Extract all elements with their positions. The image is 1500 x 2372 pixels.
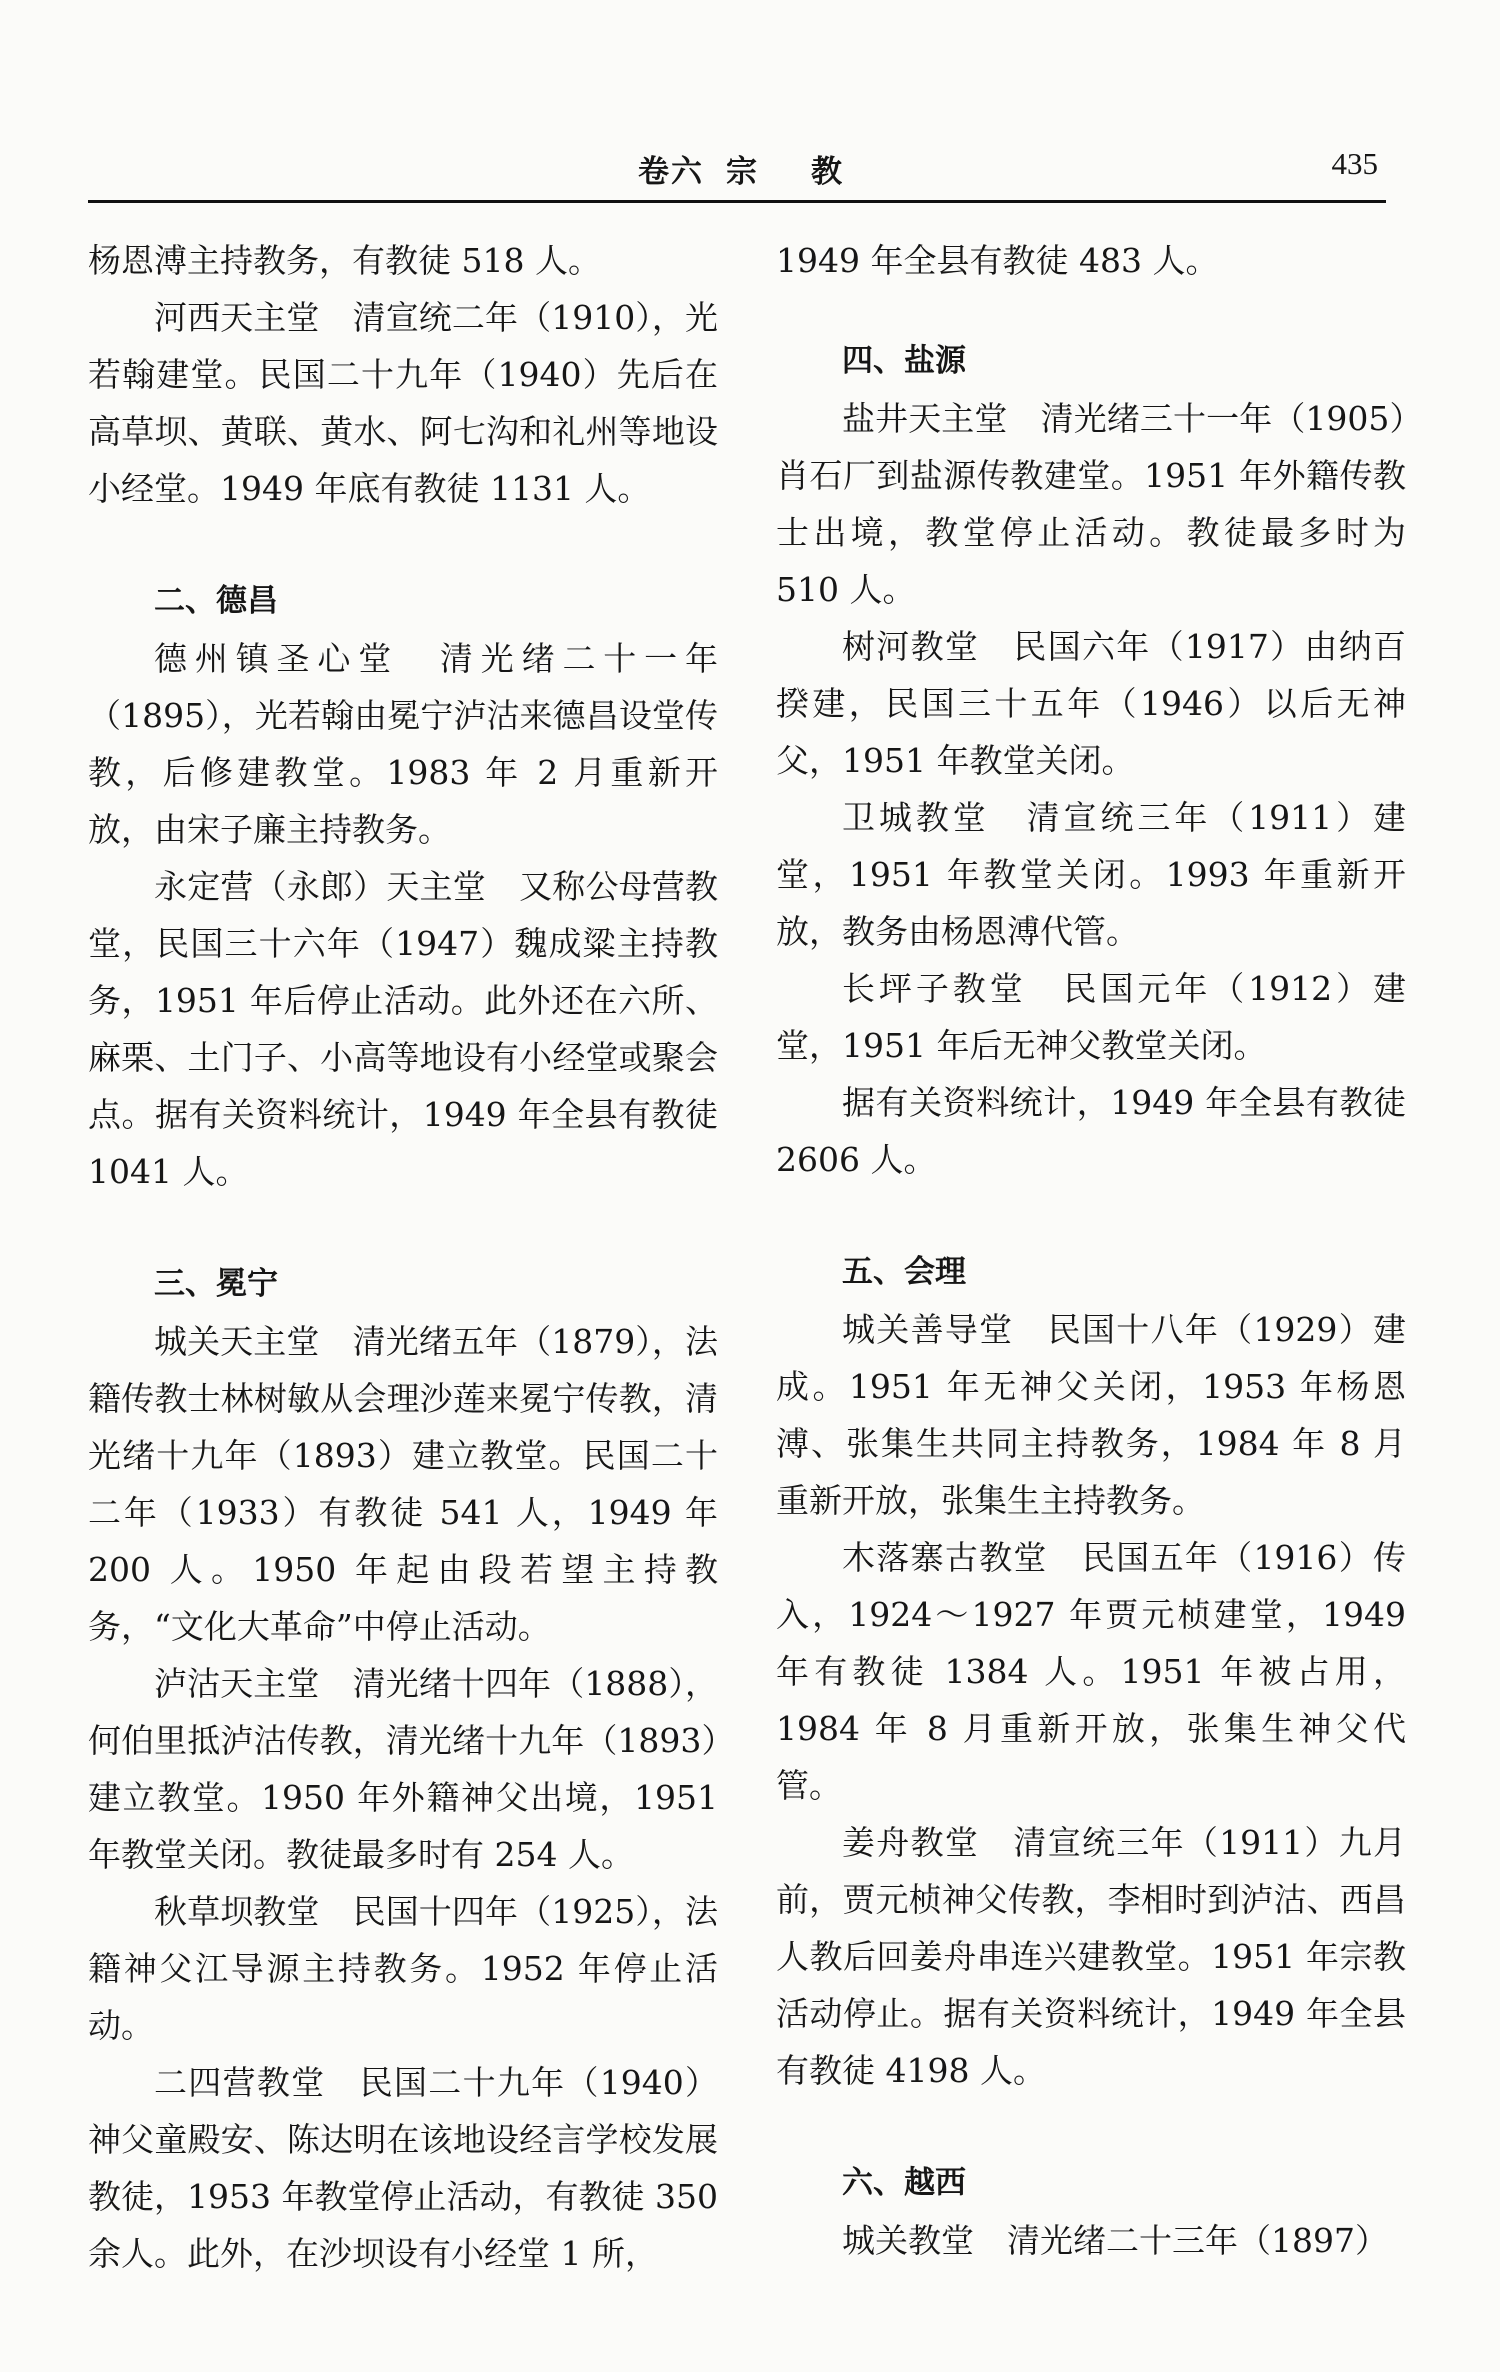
chapter-word-2: 教 bbox=[811, 154, 844, 190]
paragraph: 姜舟教堂 清宣统三年（1911）九月前，贾元桢神父传教，李相时到泸沽、西昌人教后回姜舟串连兴建教堂。1951 年宗教活动停止。据有关资料统计，1949 年全县有教徒 4198 人。 bbox=[776, 1823, 1406, 2090]
section-gap bbox=[88, 1200, 718, 1256]
paragraph: 永定营（永郎）天主堂 又称公母营教堂，民国三十六年（1947）魏成粱主持教务，1951 年后停止活动。此外还在六所、麻栗、土门子、小高等地设有小经堂或聚会点。据有关资料统计，1949 年全县有教徒 1041 人。 bbox=[88, 867, 718, 1191]
paragraph: 德州镇圣心堂 清光绪二十一年（1895），光若翰由冕宁泸沽来德昌设堂传教，后修建教堂。1983 年 2 月重新开放，由宋子廉主持教务。 bbox=[88, 639, 718, 849]
paragraph: 泸沽天主堂 清光绪十四年（1888），何伯里抵泸沽传教，清光绪十九年（1893）建立教堂。1950 年外籍神父出境，1951 年教堂关闭。教徒最多时有 254 人。 bbox=[88, 1664, 718, 1874]
paragraph: 城关善导堂 民国十八年（1929）建成。1951 年无神父关闭，1953 年杨恩溥、张集生共同主持教务，1984 年 8 月重新开放，张集生主持教务。 bbox=[776, 1310, 1406, 1520]
section-heading: 五、会理 bbox=[842, 1254, 966, 1290]
paragraph: 河西天主堂 清宣统二年（1910），光若翰建堂。民国二十九年（1940）先后在高草坝、黄联、黄水、阿七沟和礼州等地设小经堂。1949 年底有教徒 1131 人。 bbox=[88, 298, 718, 508]
paragraph: 1949 年全县有教徒 483 人。 bbox=[776, 241, 1219, 280]
section-heading: 四、盐源 bbox=[842, 343, 966, 379]
section-heading: 六、越西 bbox=[842, 2165, 966, 2201]
paragraph: 城关天主堂 清光绪五年（1879），法籍传教士林树敏从会理沙莲来冕宁传教，清光绪十九年（1893）建立教堂。民国二十二年（1933）有教徒 541 人，1949 年 200 人。1950 年起由段若望主持教务，“文化大革命”中停止活动。 bbox=[88, 1322, 718, 1646]
paragraph: 盐井天主堂 清光绪三十一年（1905）肖石厂到盐源传教建堂。1951 年外籍传教士出境，教堂停止活动。教徒最多时为 510 人。 bbox=[776, 399, 1406, 609]
section-heading: 二、德昌 bbox=[154, 583, 278, 619]
paragraph: 杨恩溥主持教务，有教徒 518 人。 bbox=[88, 241, 601, 280]
paragraph: 木落寨古教堂 民国五年（1916）传入，1924～1927 年贾元桢建堂，1949 年有教徒 1384 人。1951 年被占用，1984 年 8 月重新开放，张集生神父代管。 bbox=[776, 1538, 1406, 1805]
page-number: 435 bbox=[1331, 146, 1378, 181]
chapter-word-1: 宗 bbox=[726, 154, 759, 190]
paragraph: 秋草坝教堂 民国十四年（1925），法籍神父江导源主持教务。1952 年停止活动。 bbox=[88, 1892, 718, 2045]
running-header bbox=[88, 146, 1388, 196]
header-rule bbox=[88, 200, 1386, 203]
chapter-number: 卷六 bbox=[638, 154, 704, 190]
section-heading: 三、冕宁 bbox=[154, 1266, 278, 1302]
section-gap bbox=[88, 517, 718, 573]
paragraph: 长坪子教堂 民国元年（1912）建堂，1951 年后无神父教堂关闭。 bbox=[776, 969, 1406, 1065]
paragraph: 树河教堂 民国六年（1917）由纳百揆建，民国三十五年（1946）以后无神父，1951 年教堂关闭。 bbox=[776, 627, 1406, 780]
right-column bbox=[776, 232, 1406, 2269]
paragraph: 二四营教堂 民国二十九年（1940）神父童殿安、陈达明在该地设经言学校发展教徒，1953 年教堂停止活动，有教徒 350 余人。此外，在沙坝设有小经堂 1 所， bbox=[88, 2063, 718, 2273]
paragraph: 城关教堂 清光绪二十三年（1897） bbox=[842, 2221, 1388, 2260]
section-gap bbox=[776, 2099, 1406, 2155]
section-gap bbox=[776, 1188, 1406, 1244]
section-gap bbox=[776, 289, 1406, 333]
paragraph: 卫城教堂 清宣统三年（1911）建堂，1951 年教堂关闭。1993 年重新开放，教务由杨恩溥代管。 bbox=[776, 798, 1406, 951]
paragraph: 据有关资料统计，1949 年全县有教徒 2606 人。 bbox=[776, 1083, 1406, 1179]
left-column bbox=[88, 232, 718, 2282]
chapter-title bbox=[638, 146, 844, 191]
